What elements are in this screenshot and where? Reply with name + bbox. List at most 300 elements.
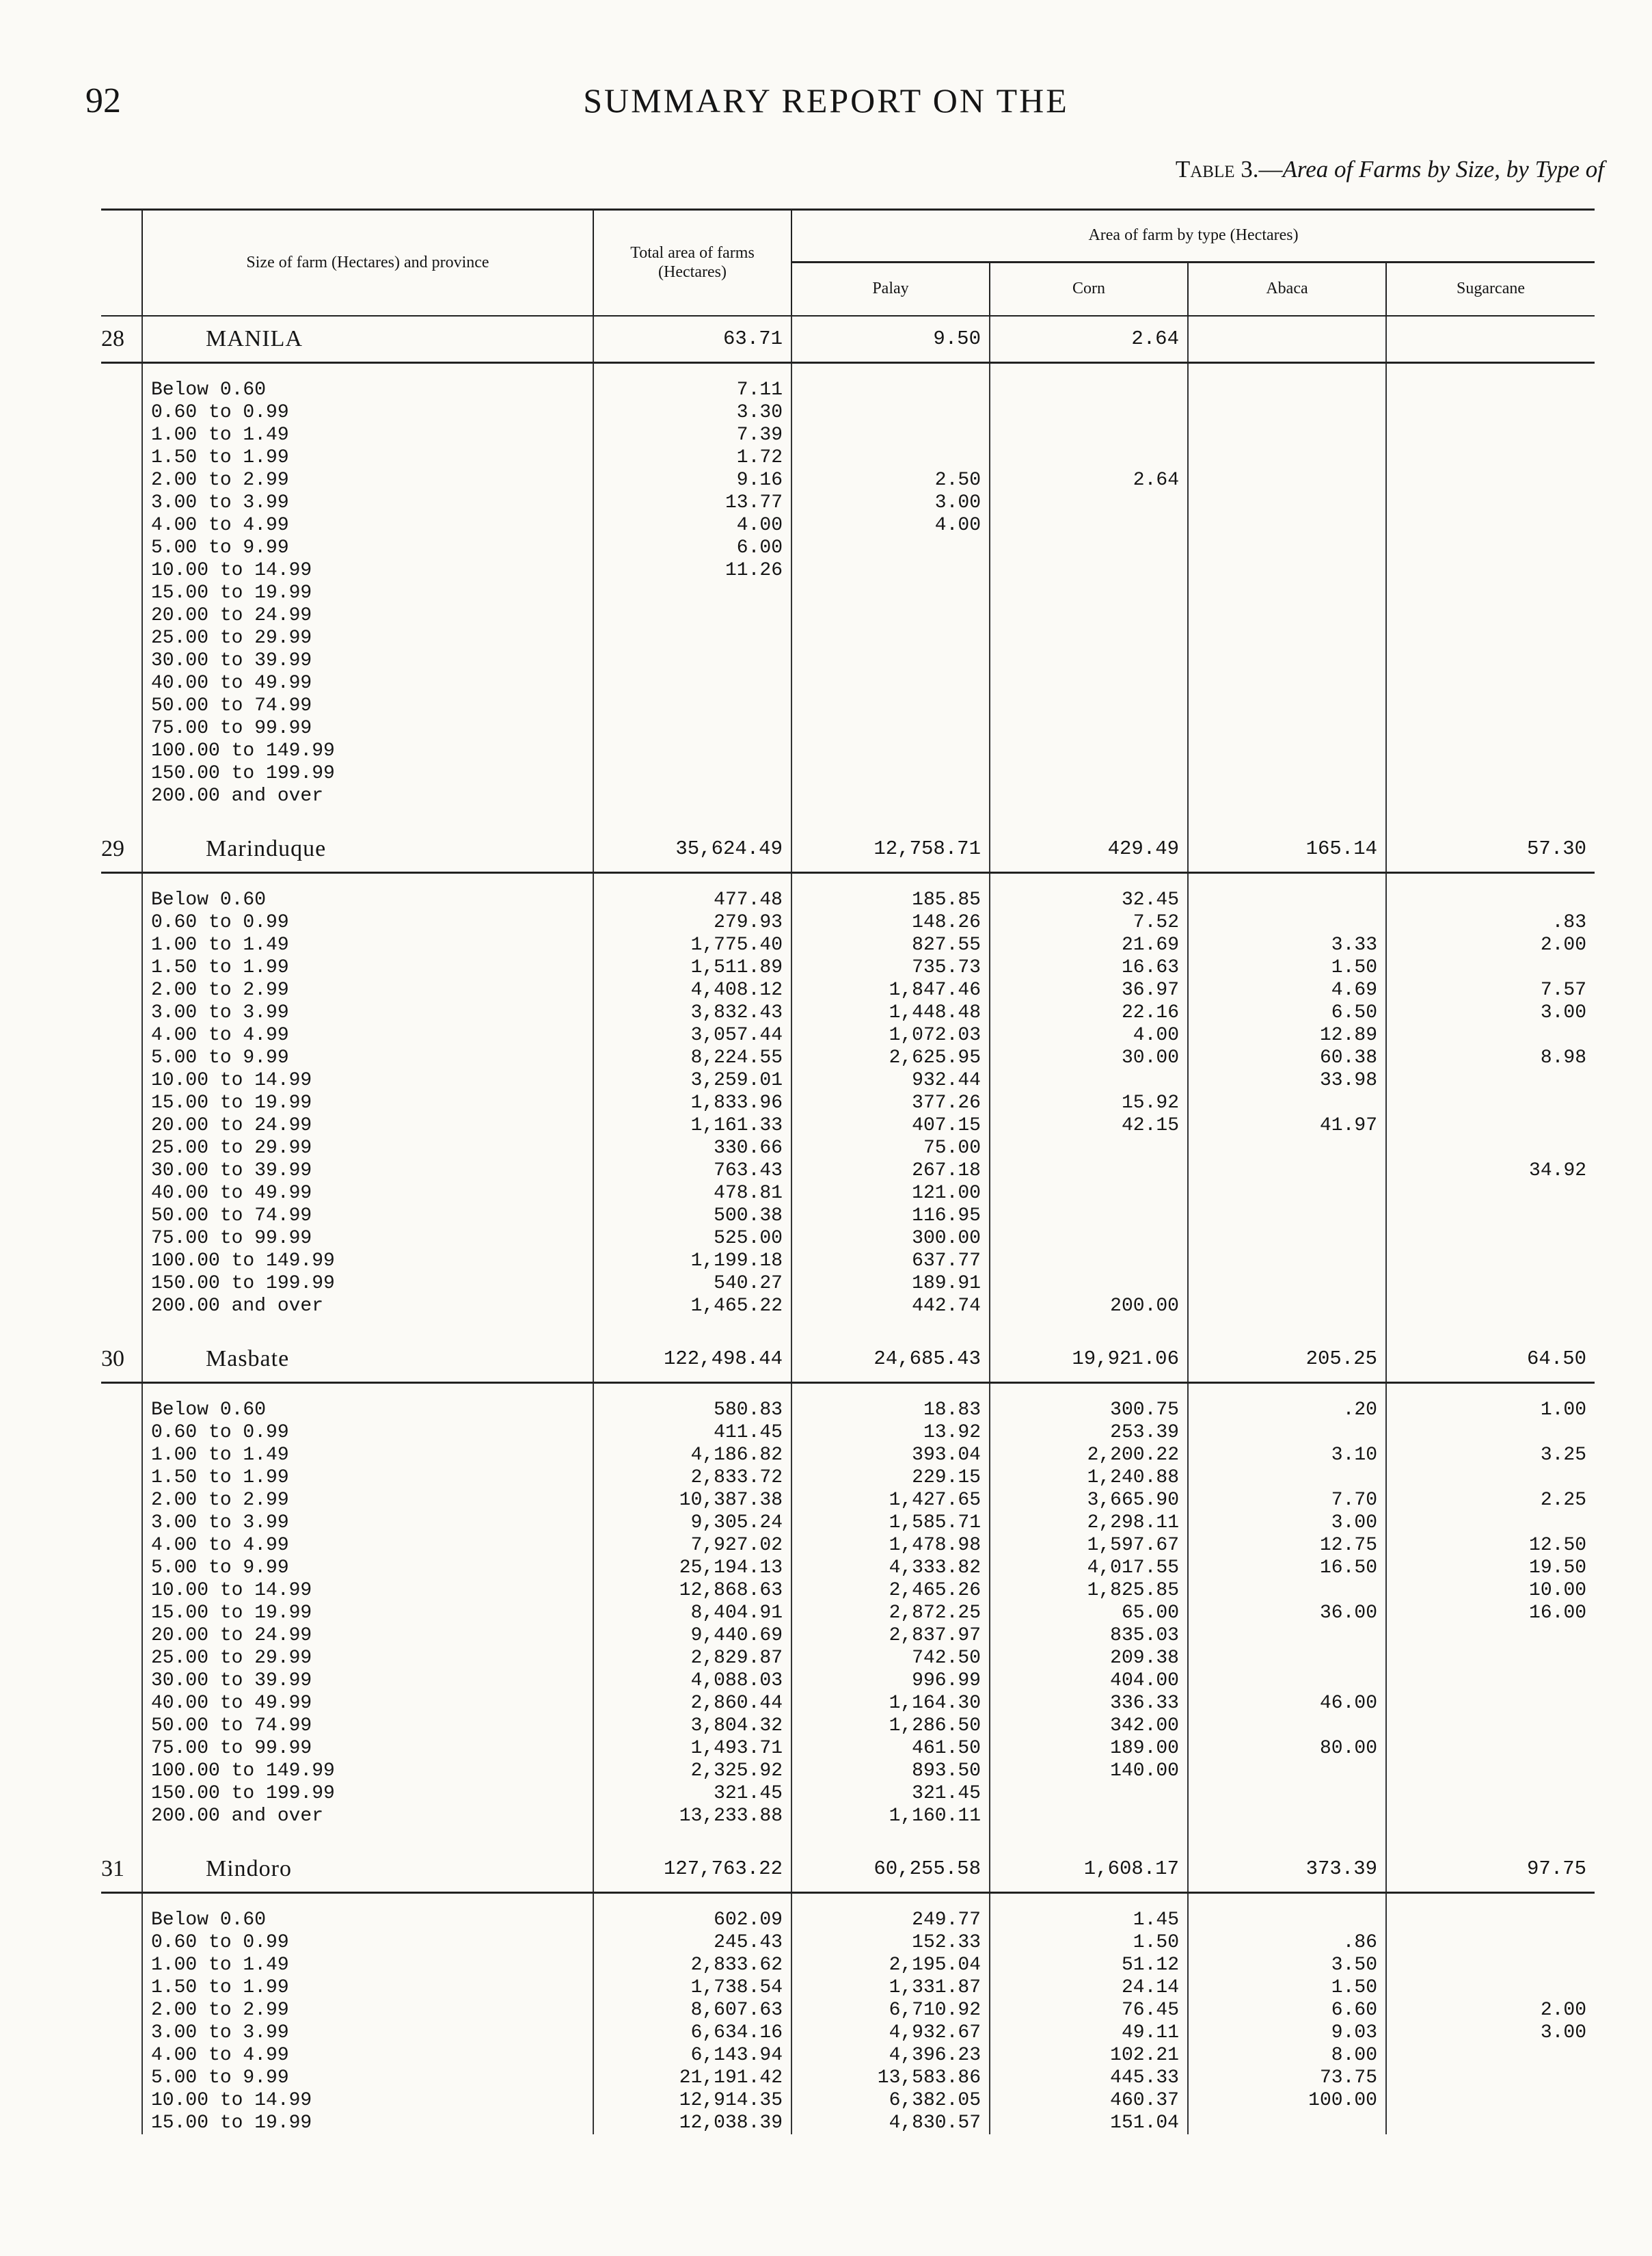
total-cell: 1,199.18 [593, 1250, 791, 1272]
province-index: 28 [101, 316, 142, 363]
size-class-cell: 2.00 to 2.99 [142, 979, 593, 1002]
total-cell: 2,829.87 [593, 1647, 791, 1669]
abaca-cell [1188, 695, 1386, 717]
palay-cell: 442.74 [791, 1295, 990, 1317]
spacer-cell [791, 873, 990, 889]
row-index-cell [101, 1227, 142, 1250]
size-class-cell: 15.00 to 19.99 [142, 1602, 593, 1624]
sugarcane-cell [1386, 1069, 1595, 1092]
table-header [101, 210, 1595, 317]
abaca-cell [1188, 604, 1386, 627]
row-index-cell [101, 2112, 142, 2134]
palay-cell: 152.33 [791, 1931, 990, 1954]
palay-cell: 393.04 [791, 1444, 990, 1466]
sugarcane-cell: 3.00 [1386, 2022, 1595, 2044]
table-row [101, 672, 1595, 695]
palay-cell: 932.44 [791, 1069, 990, 1092]
abaca-cell [1188, 762, 1386, 785]
sugarcane-cell [1386, 1092, 1595, 1114]
province-abaca-cell: 205.25 [1188, 1337, 1386, 1383]
row-index-cell [101, 537, 142, 559]
total-cell: 3,259.01 [593, 1069, 791, 1092]
table-row [101, 537, 1595, 559]
row-index-cell [101, 1534, 142, 1557]
sugarcane-cell: 12.50 [1386, 1534, 1595, 1557]
sugarcane-cell [1386, 1182, 1595, 1205]
palay-cell: 2,195.04 [791, 1954, 990, 1976]
palay-cell: 1,448.48 [791, 1002, 990, 1024]
size-class-cell: 40.00 to 49.99 [142, 672, 593, 695]
sugarcane-cell [1386, 1760, 1595, 1782]
row-index-cell [101, 740, 142, 762]
table-row [101, 1557, 1595, 1579]
row-index-cell [101, 424, 142, 446]
sugarcane-cell: 3.25 [1386, 1444, 1595, 1466]
corn-cell: 24.14 [990, 1976, 1188, 1999]
gap-cell [791, 1317, 990, 1337]
spacer-cell [593, 1893, 791, 1909]
palay-cell: 1,478.98 [791, 1534, 990, 1557]
total-cell: 9,305.24 [593, 1512, 791, 1534]
abaca-cell [1188, 1669, 1386, 1692]
table-row [101, 2044, 1595, 2067]
row-index-cell [101, 672, 142, 695]
size-class-cell: 10.00 to 14.99 [142, 2089, 593, 2112]
size-class-cell: 100.00 to 149.99 [142, 1250, 593, 1272]
table-row [101, 1092, 1595, 1114]
abaca-cell [1188, 492, 1386, 514]
table-row [101, 1647, 1595, 1669]
palay-cell: 1,847.46 [791, 979, 990, 1002]
row-index-cell [101, 1421, 142, 1444]
gap-cell [593, 807, 791, 827]
spacer-cell [593, 873, 791, 889]
spacer-cell [1188, 363, 1386, 379]
sugarcane-cell [1386, 649, 1595, 672]
table-row [101, 1002, 1595, 1024]
corn-cell [990, 492, 1188, 514]
corn-cell: 1,240.88 [990, 1466, 1188, 1489]
abaca-cell [1188, 1137, 1386, 1159]
abaca-cell: 3.50 [1188, 1954, 1386, 1976]
corn-cell: 336.33 [990, 1692, 1188, 1715]
row-index-cell [101, 1295, 142, 1317]
total-cell [593, 717, 791, 740]
palay-cell [791, 672, 990, 695]
spacer-cell [990, 1383, 1188, 1399]
table-row [101, 1399, 1595, 1421]
table-row [101, 1114, 1595, 1137]
abaca-cell: 12.89 [1188, 1024, 1386, 1047]
total-cell: 3,832.43 [593, 1002, 791, 1024]
size-class-cell: 3.00 to 3.99 [142, 492, 593, 514]
corn-cell: 21.69 [990, 934, 1188, 956]
gap-cell [1386, 1317, 1595, 1337]
province-name: Mindoro [142, 1847, 593, 1893]
spacer-cell [101, 873, 142, 889]
table-row [101, 469, 1595, 492]
palay-cell: 377.26 [791, 1092, 990, 1114]
gap-cell [101, 1317, 142, 1337]
corn-cell: 51.12 [990, 1954, 1188, 1976]
total-cell: 9.16 [593, 469, 791, 492]
sugarcane-cell [1386, 514, 1595, 537]
total-cell [593, 785, 791, 807]
sugarcane-cell: .83 [1386, 911, 1595, 934]
corn-cell [990, 514, 1188, 537]
corn-cell [990, 740, 1188, 762]
abaca-cell [1188, 889, 1386, 911]
sugarcane-cell [1386, 446, 1595, 469]
palay-cell: 249.77 [791, 1909, 990, 1931]
abaca-cell [1188, 1579, 1386, 1602]
province-palay-cell: 9.50 [791, 316, 990, 363]
table-caption-lead: Table 3.— [1175, 156, 1283, 183]
sugarcane-cell [1386, 1466, 1595, 1489]
palay-cell: 4,333.82 [791, 1557, 990, 1579]
spacer-cell [990, 873, 1188, 889]
sugarcane-cell [1386, 740, 1595, 762]
abaca-cell: 9.03 [1188, 2022, 1386, 2044]
total-cell: 13.77 [593, 492, 791, 514]
palay-cell [791, 604, 990, 627]
abaca-cell: 6.50 [1188, 1002, 1386, 1024]
table-row [101, 379, 1595, 401]
total-cell: 6,143.94 [593, 2044, 791, 2067]
province-abaca-cell: 165.14 [1188, 827, 1386, 873]
header-abaca: Abaca [1188, 263, 1386, 317]
palay-cell [791, 537, 990, 559]
row-index-cell [101, 1624, 142, 1647]
spacer-cell [990, 1893, 1188, 1909]
size-class-cell: 4.00 to 4.99 [142, 2044, 593, 2067]
abaca-cell [1188, 1250, 1386, 1272]
abaca-cell: 6.60 [1188, 1999, 1386, 2022]
corn-cell [990, 785, 1188, 807]
gap-cell [791, 807, 990, 827]
size-class-cell: 2.00 to 2.99 [142, 469, 593, 492]
abaca-cell: 73.75 [1188, 2067, 1386, 2089]
size-class-cell: 10.00 to 14.99 [142, 559, 593, 582]
total-cell: 3,804.32 [593, 1715, 791, 1737]
corn-cell [990, 1205, 1188, 1227]
total-cell: 1.72 [593, 446, 791, 469]
abaca-cell: 3.33 [1188, 934, 1386, 956]
gap-cell [1386, 807, 1595, 827]
page-number: 92 [85, 81, 121, 120]
table-row [101, 1489, 1595, 1512]
table-row [101, 2089, 1595, 2112]
spacer-cell [101, 1893, 142, 1909]
province-name: Marinduque [142, 827, 593, 873]
table-row [101, 1760, 1595, 1782]
row-index-cell [101, 1999, 142, 2022]
size-class-cell: 25.00 to 29.99 [142, 1137, 593, 1159]
row-index-cell [101, 1466, 142, 1489]
palay-cell: 1,164.30 [791, 1692, 990, 1715]
sugarcane-cell [1386, 1114, 1595, 1137]
province-palay-cell: 24,685.43 [791, 1337, 990, 1383]
row-index-cell [101, 1692, 142, 1715]
total-cell: 245.43 [593, 1931, 791, 1954]
abaca-cell [1188, 1782, 1386, 1805]
size-class-cell: 5.00 to 9.99 [142, 2067, 593, 2089]
sugarcane-cell [1386, 627, 1595, 649]
total-cell: 321.45 [593, 1782, 791, 1805]
palay-cell: 75.00 [791, 1137, 990, 1159]
gap-cell [593, 1827, 791, 1847]
palay-cell: 461.50 [791, 1737, 990, 1760]
sugarcane-cell [1386, 604, 1595, 627]
palay-cell: 3.00 [791, 492, 990, 514]
palay-cell: 4,932.67 [791, 2022, 990, 2044]
sugarcane-cell [1386, 717, 1595, 740]
size-class-cell: 20.00 to 24.99 [142, 1114, 593, 1137]
gap-cell [142, 1317, 593, 1337]
table-row [101, 1137, 1595, 1159]
province-abaca-cell: 373.39 [1188, 1847, 1386, 1893]
abaca-cell: 60.38 [1188, 1047, 1386, 1069]
table-row [101, 1805, 1595, 1827]
palay-cell [791, 762, 990, 785]
row-index-cell [101, 1444, 142, 1466]
sugarcane-cell: 10.00 [1386, 1579, 1595, 1602]
row-index-cell [101, 1092, 142, 1114]
row-index-cell [101, 1137, 142, 1159]
province-total-cell: 122,498.44 [593, 1337, 791, 1383]
corn-cell [990, 627, 1188, 649]
abaca-cell [1188, 1715, 1386, 1737]
size-class-cell: 25.00 to 29.99 [142, 627, 593, 649]
palay-cell: 4,830.57 [791, 2112, 990, 2134]
total-cell: 7.11 [593, 379, 791, 401]
sugarcane-cell: 1.00 [1386, 1399, 1595, 1421]
size-class-cell: Below 0.60 [142, 889, 593, 911]
abaca-cell: 3.00 [1188, 1512, 1386, 1534]
row-index-cell [101, 1489, 142, 1512]
total-cell: 1,738.54 [593, 1976, 791, 1999]
table-row [101, 717, 1595, 740]
total-cell: 1,161.33 [593, 1114, 791, 1137]
gap-cell [593, 1317, 791, 1337]
row-index-cell [101, 934, 142, 956]
size-class-cell: 40.00 to 49.99 [142, 1692, 593, 1715]
row-index-cell [101, 1250, 142, 1272]
province-palay-cell: 60,255.58 [791, 1847, 990, 1893]
abaca-cell [1188, 740, 1386, 762]
total-cell: 4,408.12 [593, 979, 791, 1002]
palay-cell: 735.73 [791, 956, 990, 979]
size-class-cell: 1.00 to 1.49 [142, 1954, 593, 1976]
palay-cell: 189.91 [791, 1272, 990, 1295]
table-row [101, 401, 1595, 424]
size-class-cell: 20.00 to 24.99 [142, 1624, 593, 1647]
farm-area-table [101, 209, 1595, 2134]
corn-cell [990, 649, 1188, 672]
total-cell: 8,607.63 [593, 1999, 791, 2022]
row-index-cell [101, 2067, 142, 2089]
spacer-cell [791, 363, 990, 379]
sugarcane-cell [1386, 785, 1595, 807]
table-row [101, 514, 1595, 537]
sugarcane-cell [1386, 762, 1595, 785]
corn-cell: 1.50 [990, 1931, 1188, 1954]
row-index-cell [101, 695, 142, 717]
corn-cell: 1,597.67 [990, 1534, 1188, 1557]
row-index-cell [101, 401, 142, 424]
sugarcane-cell [1386, 1782, 1595, 1805]
row-index-cell [101, 785, 142, 807]
table-row [101, 492, 1595, 514]
row-index-cell [101, 1069, 142, 1092]
total-cell: 1,775.40 [593, 934, 791, 956]
palay-cell [791, 446, 990, 469]
gap-cell [990, 1827, 1188, 1847]
size-class-cell: 15.00 to 19.99 [142, 2112, 593, 2134]
province-corn-cell: 429.49 [990, 827, 1188, 873]
table-row [101, 1159, 1595, 1182]
total-cell: 1,465.22 [593, 1295, 791, 1317]
header-size: Size of farm (Hectares) and province [142, 210, 593, 317]
abaca-cell: 4.69 [1188, 979, 1386, 1002]
sugarcane-cell [1386, 1295, 1595, 1317]
corn-cell: 1.45 [990, 1909, 1188, 1931]
spacer-cell [142, 1383, 593, 1399]
corn-cell [990, 604, 1188, 627]
sugarcane-cell: 2.00 [1386, 1999, 1595, 2022]
corn-cell [990, 1159, 1188, 1182]
abaca-cell: 8.00 [1188, 2044, 1386, 2067]
abaca-cell: .20 [1188, 1399, 1386, 1421]
corn-cell [990, 1250, 1188, 1272]
table-row [101, 1602, 1595, 1624]
province-sugarcane-cell: 64.50 [1386, 1337, 1595, 1383]
spacer-cell [791, 1893, 990, 1909]
abaca-cell: 80.00 [1188, 1737, 1386, 1760]
abaca-cell: 100.00 [1188, 2089, 1386, 2112]
corn-cell [990, 1782, 1188, 1805]
spacer-cell [791, 1383, 990, 1399]
size-class-cell: 30.00 to 39.99 [142, 1159, 593, 1182]
row-index-cell [101, 1047, 142, 1069]
total-cell [593, 582, 791, 604]
palay-cell: 996.99 [791, 1669, 990, 1692]
palay-cell [791, 649, 990, 672]
abaca-cell: .86 [1188, 1931, 1386, 1954]
corn-cell: 404.00 [990, 1669, 1188, 1692]
sugarcane-cell [1386, 2112, 1595, 2134]
table-row [101, 1512, 1595, 1534]
total-cell: 8,404.91 [593, 1602, 791, 1624]
total-cell [593, 672, 791, 695]
gap-cell [1188, 807, 1386, 827]
row-index-cell [101, 627, 142, 649]
row-index-cell [101, 446, 142, 469]
sugarcane-cell [1386, 469, 1595, 492]
total-cell: 7,927.02 [593, 1534, 791, 1557]
table-row [101, 1024, 1595, 1047]
corn-cell: 22.16 [990, 1002, 1188, 1024]
size-class-cell: 150.00 to 199.99 [142, 1782, 593, 1805]
total-cell: 6,634.16 [593, 2022, 791, 2044]
total-cell [593, 604, 791, 627]
sugarcane-cell [1386, 672, 1595, 695]
size-class-cell: 150.00 to 199.99 [142, 762, 593, 785]
size-class-cell: 1.50 to 1.99 [142, 956, 593, 979]
sugarcane-cell: 2.00 [1386, 934, 1595, 956]
province-sugarcane-cell [1386, 316, 1595, 363]
table-row [101, 1715, 1595, 1737]
province-row [101, 827, 1595, 873]
sugarcane-cell: 8.98 [1386, 1047, 1595, 1069]
sugarcane-cell [1386, 537, 1595, 559]
gap-cell [990, 1317, 1188, 1337]
palay-cell: 6,382.05 [791, 2089, 990, 2112]
sugarcane-cell [1386, 1737, 1595, 1760]
sugarcane-cell [1386, 1137, 1595, 1159]
abaca-cell: 3.10 [1188, 1444, 1386, 1466]
row-index-cell [101, 1557, 142, 1579]
sugarcane-cell [1386, 1669, 1595, 1692]
gap-cell [1188, 1317, 1386, 1337]
abaca-cell: 33.98 [1188, 1069, 1386, 1092]
header-total: Total area of farms (Hectares) [593, 210, 791, 317]
palay-cell: 18.83 [791, 1399, 990, 1421]
page-title: SUMMARY REPORT ON THE [583, 81, 1069, 120]
palay-cell: 407.15 [791, 1114, 990, 1137]
size-class-cell: 0.60 to 0.99 [142, 1421, 593, 1444]
row-index-cell [101, 1399, 142, 1421]
size-class-cell: 2.00 to 2.99 [142, 1489, 593, 1512]
total-cell: 8,224.55 [593, 1047, 791, 1069]
row-index-cell [101, 1805, 142, 1827]
total-cell: 6.00 [593, 537, 791, 559]
abaca-cell: 16.50 [1188, 1557, 1386, 1579]
palay-cell: 1,072.03 [791, 1024, 990, 1047]
size-class-cell: 5.00 to 9.99 [142, 1047, 593, 1069]
sugarcane-cell [1386, 1227, 1595, 1250]
sugarcane-cell [1386, 2067, 1595, 2089]
corn-cell: 49.11 [990, 2022, 1188, 2044]
table-row [101, 1624, 1595, 1647]
size-class-cell: 0.60 to 0.99 [142, 401, 593, 424]
size-class-cell: 75.00 to 99.99 [142, 1737, 593, 1760]
sugarcane-cell [1386, 1647, 1595, 1669]
corn-cell: 209.38 [990, 1647, 1188, 1669]
palay-cell [791, 424, 990, 446]
size-class-cell: 20.00 to 24.99 [142, 604, 593, 627]
sugarcane-cell [1386, 695, 1595, 717]
abaca-cell [1188, 1159, 1386, 1182]
abaca-cell [1188, 1295, 1386, 1317]
row-index-cell [101, 1976, 142, 1999]
gap-cell [101, 807, 142, 827]
table-row [101, 762, 1595, 785]
size-class-cell: 50.00 to 74.99 [142, 1205, 593, 1227]
size-class-cell: 4.00 to 4.99 [142, 514, 593, 537]
corn-cell: 2.64 [990, 469, 1188, 492]
section-spacer [101, 363, 1595, 379]
corn-cell: 4,017.55 [990, 1557, 1188, 1579]
abaca-cell [1188, 1272, 1386, 1295]
table-row [101, 1909, 1595, 1931]
table-row [101, 1227, 1595, 1250]
section-spacer [101, 1893, 1595, 1909]
total-cell: 2,833.72 [593, 1466, 791, 1489]
size-class-cell: 1.50 to 1.99 [142, 446, 593, 469]
total-cell: 10,387.38 [593, 1489, 791, 1512]
total-cell: 478.81 [593, 1182, 791, 1205]
